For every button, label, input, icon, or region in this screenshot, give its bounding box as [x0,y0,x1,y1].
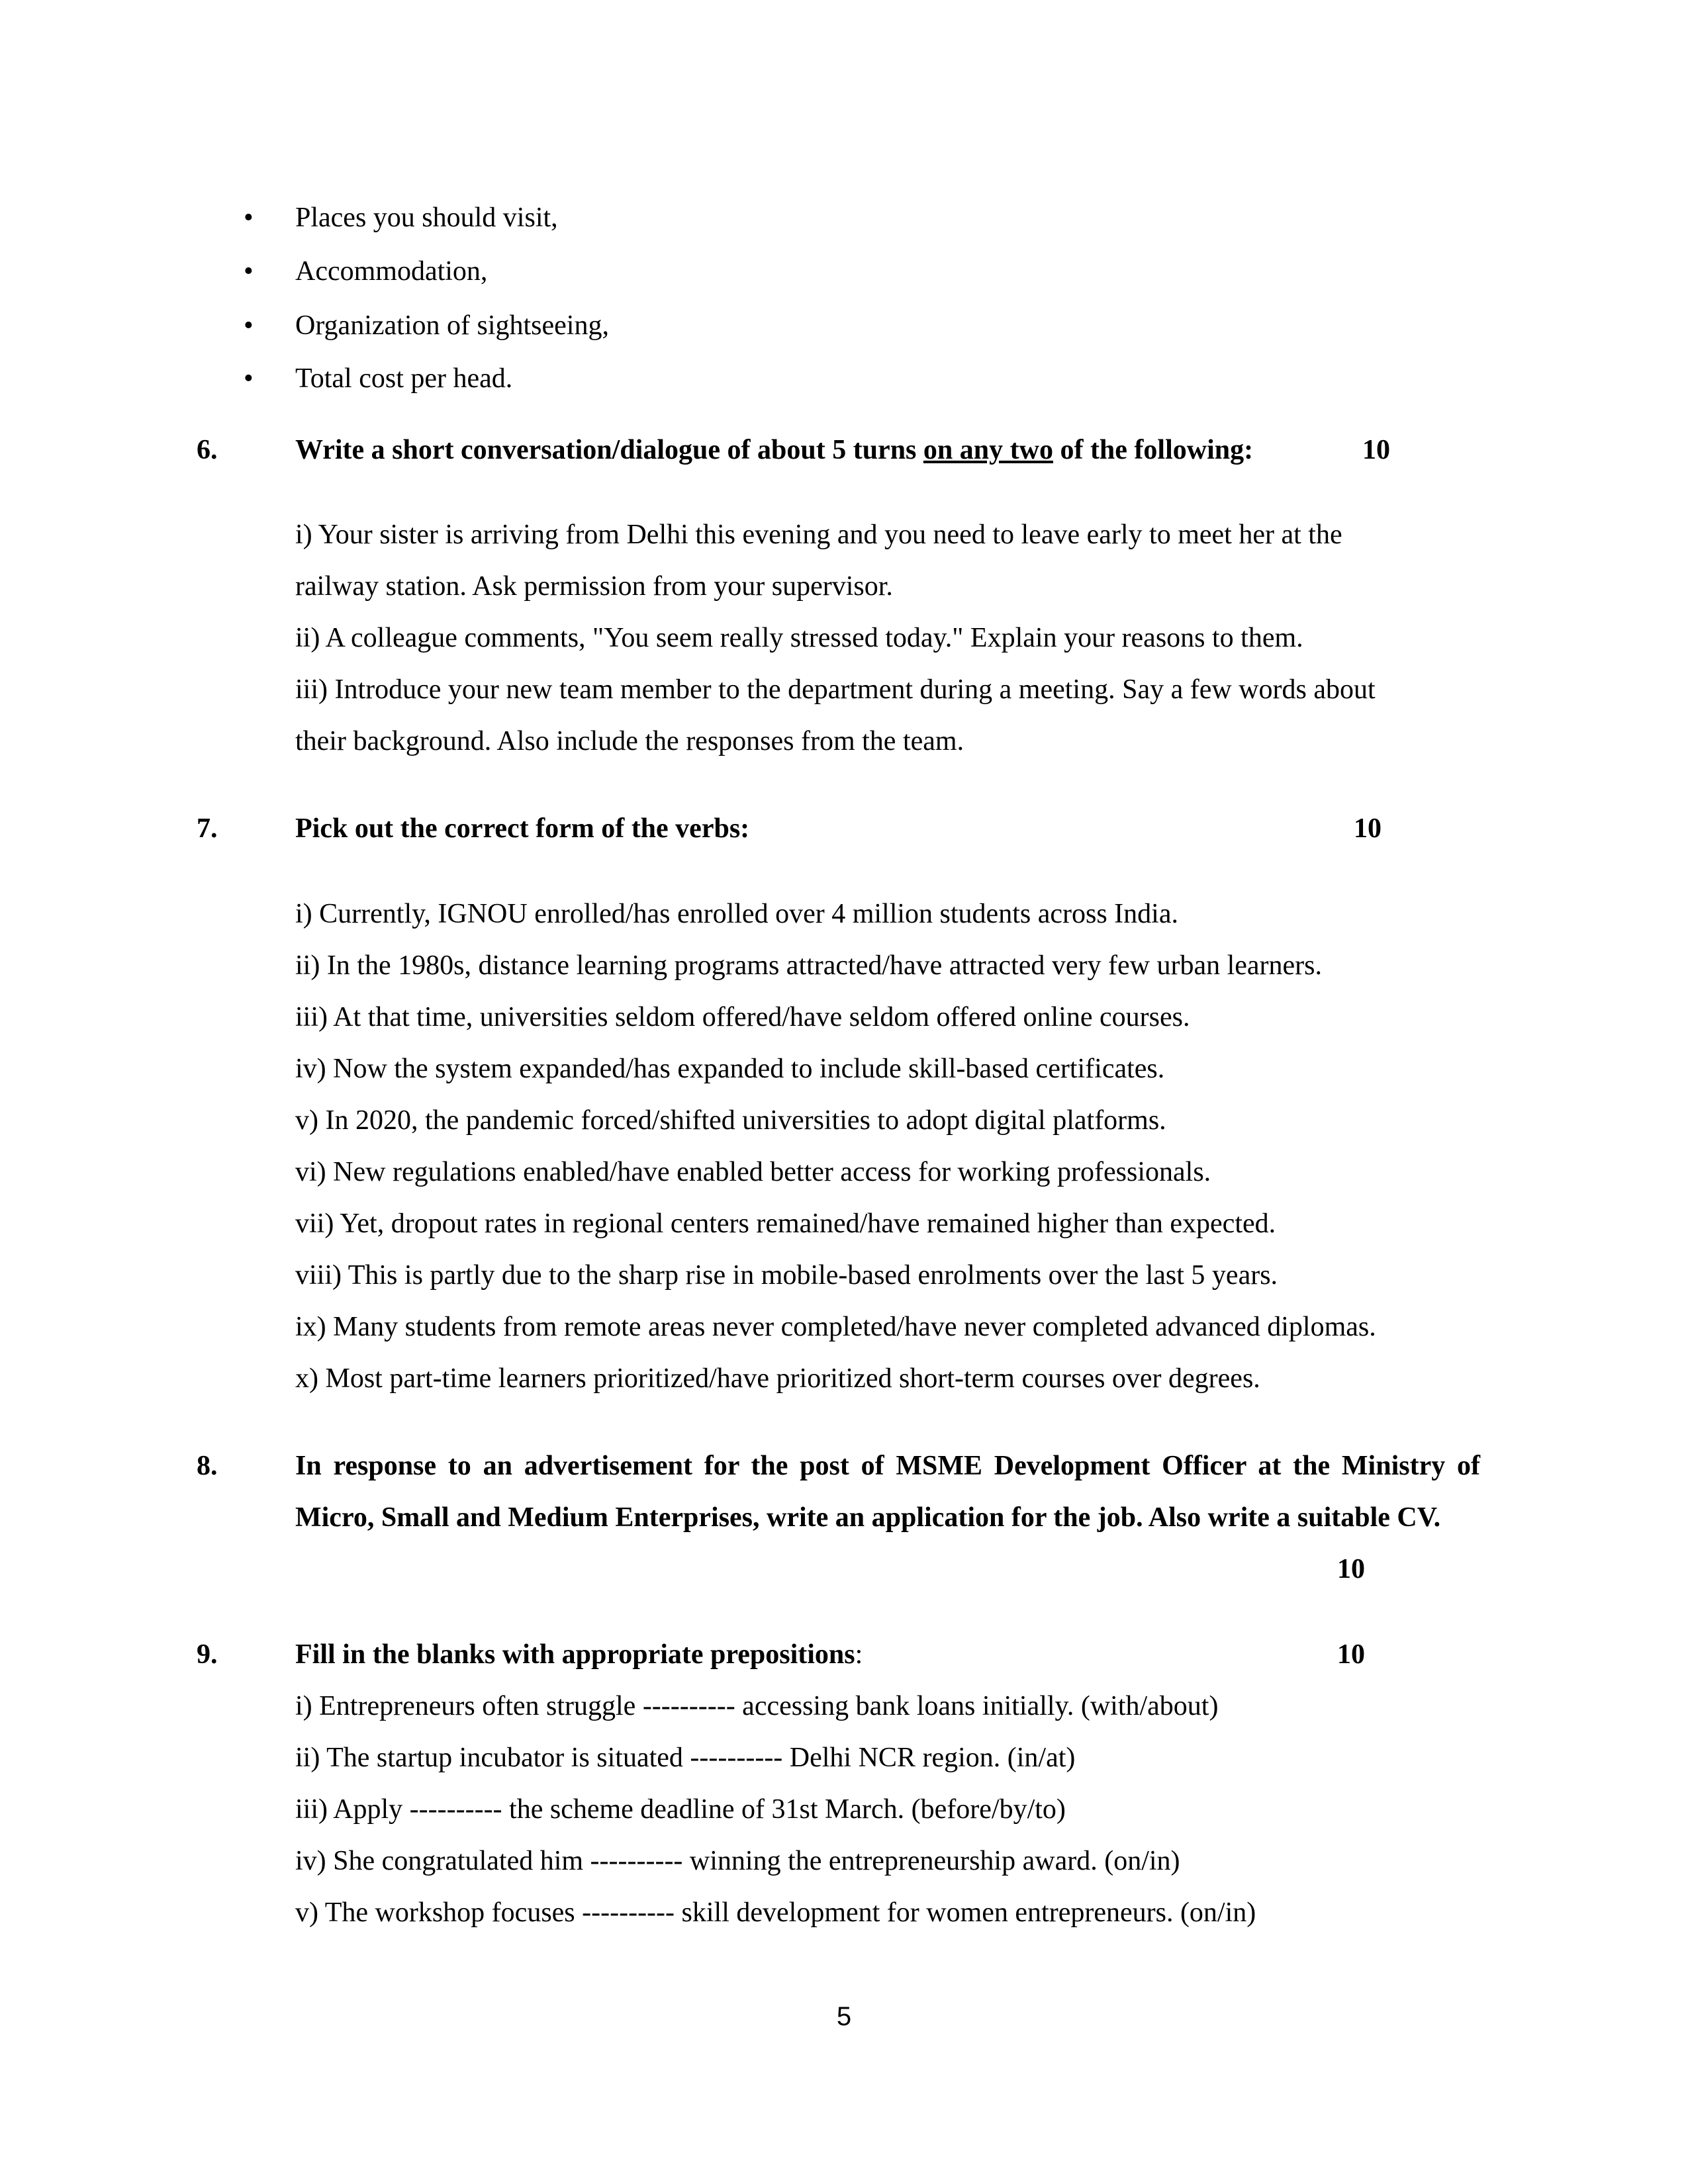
question-number: 9. [197,1639,218,1670]
question-number: 7. [197,813,218,844]
list-item: x) Most part-time learners prioritized/have prioritized short-term courses over degrees. [295,1363,1260,1394]
bullet-item: Accommodation, [295,256,488,287]
bullet-item: Places you should visit, [295,203,558,233]
question-title [295,1638,863,1671]
question-text: In response to an advertisement for the post of MSME Development Officer at the Ministry of Micro, Small and Medium Enterprises, write an application for the job. Also write a suitable CV. [295,1451,1480,1533]
question-text-line: railway station. Ask permission from your supervisor. [295,571,893,602]
bullet-item: Total cost per head. [295,363,513,394]
list-item: iii) Apply ---------- the scheme deadline of 31st March. (before/by/to) [295,1794,1066,1825]
question-number: 6. [197,435,218,465]
list-item: ii) The startup incubator is situated ---------- Delhi NCR region. (in/at) [295,1743,1076,1773]
question-text-line: their background. Also include the responses from the team. [295,726,964,756]
bullet-icon: • [244,203,254,233]
question-title-colon: : [855,1639,863,1670]
question-title-text: Fill in the blanks with appropriate prepositions [295,1639,855,1670]
list-item: iv) Now the system expanded/has expanded to include skill-based certificates. [295,1054,1165,1084]
bullet-icon: • [244,310,254,341]
question-marks: 10 [1337,1639,1365,1670]
list-item: ii) In the 1980s, distance learning programs attracted/have attracted very few urban learners. [295,950,1323,981]
question-title-part: Write a short conversation/dialogue of about 5 turns [295,435,923,465]
question-marks: 10 [1337,1554,1365,1584]
bullet-icon: • [244,256,254,287]
list-item: i) Entrepreneurs often struggle ---------- accessing bank loans initially. (with/about) [295,1691,1219,1721]
list-item: iii) At that time, universities seldom offered/have seldom offered online courses. [295,1002,1190,1032]
list-item: v) In 2020, the pandemic forced/shifted universities to adopt digital platforms. [295,1105,1166,1136]
list-item: i) Currently, IGNOU enrolled/has enrolled over 4 million students across India. [295,899,1178,929]
question-marks: 10 [1362,435,1390,465]
question-title-part: of the following: [1053,435,1254,465]
list-item: ix) Many students from remote areas never completed/have never completed advanced diplomas. [295,1312,1376,1342]
list-item: v) The workshop focuses ---------- skill development for women entrepreneurs. (on/in) [295,1897,1256,1928]
bullet-icon: • [244,363,254,394]
question-title: Pick out the correct form of the verbs: [295,813,750,844]
list-item: vi) New regulations enabled/have enabled better access for working professionals. [295,1157,1211,1187]
question-text-line: iii) Introduce your new team member to the department during a meeting. Say a few words about [295,674,1376,705]
question-text-line: ii) A colleague comments, "You seem really stressed today." Explain your reasons to them. [295,623,1303,653]
question-text-line: i) Your sister is arriving from Delhi this evening and you need to leave early to meet her at the [295,520,1342,550]
list-item: iv) She congratulated him ---------- winning the entrepreneurship award. (on/in) [295,1846,1180,1876]
question-title-emphasis: on any two [923,435,1053,465]
list-item: vii) Yet, dropout rates in regional centers remained/have remained higher than expected. [295,1208,1276,1239]
bullet-item: Organization of sightseeing, [295,310,609,341]
question-marks: 10 [1354,813,1382,844]
page-number: 5 [836,2002,852,2031]
question-number: 8. [197,1451,218,1481]
question-title [295,433,1253,467]
list-item: viii) This is partly due to the sharp rise in mobile-based enrolments over the last 5 years. [295,1260,1278,1291]
